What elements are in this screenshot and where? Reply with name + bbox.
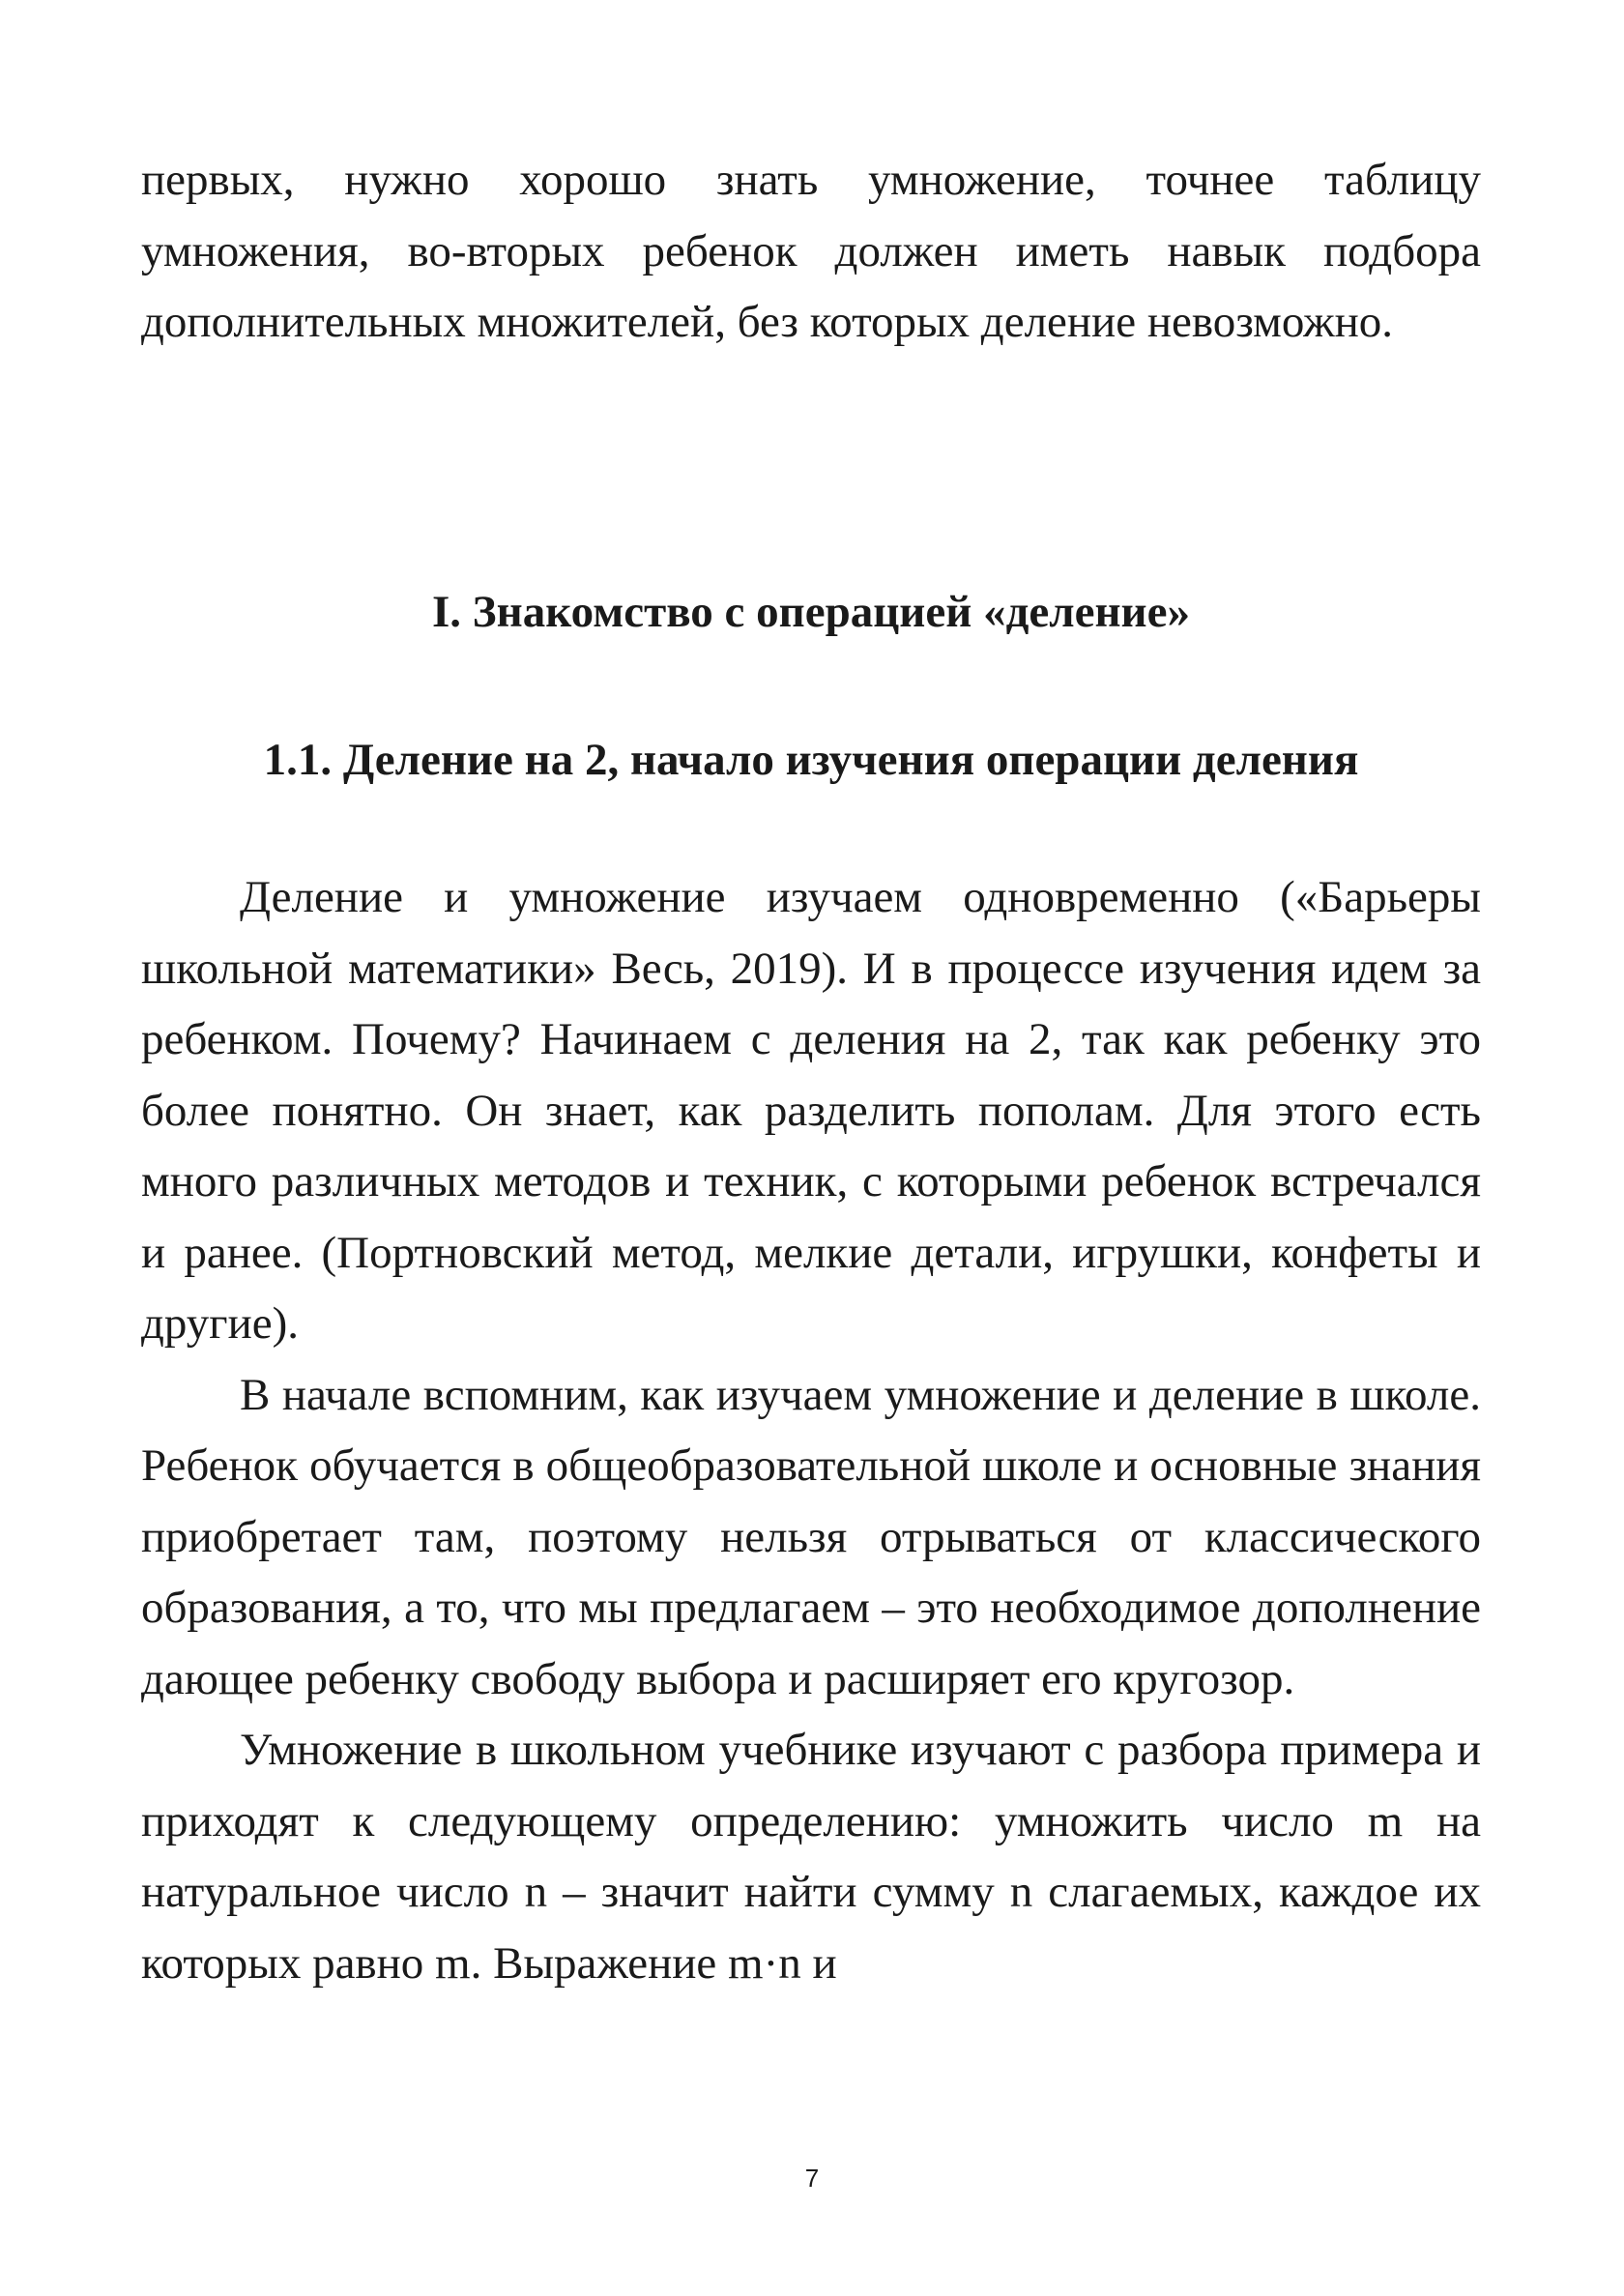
section-heading: 1.1. Деление на 2, начало изучения операции деления bbox=[263, 735, 1359, 785]
body-paragraph-3: Умножение в школьном учебнике изучают с разбора примера и приходят к следующему определению: умножить число m на натуральное число n – значит найти сумму n слагаемых, каждое их которых равно m. Выражение m·n и bbox=[141, 1725, 1481, 1989]
page-number: 7 bbox=[804, 2164, 820, 2193]
body-paragraph-1: Деление и умножение изучаем одновременно («Барьеры школьной математики» Весь, 2019). И в процессе изучения идем за ребенком. Почему? Начинаем с деления на 2, так как ребенку это более понятно. Он знает, как разделить пополам. Для этого есть много различных методов и техник, с которыми ребенок встречался и ранее. (Портновский метод, мелкие детали, игрушки, конфеты и другие). bbox=[141, 872, 1481, 1349]
body-text bbox=[141, 862, 1481, 1999]
chapter-heading: I. Знакомство с операцией «деление» bbox=[432, 587, 1190, 637]
body-paragraph-2: В начале вспомним, как изучаем умножение и деление в школе. Ребенок обучается в общеобразовательной школе и основные знания приобретает там, поэтому нельзя отрываться от классического образования, а то, что мы предлагаем – это необходимое дополнение дающее ребенку свободу выбора и расширяет его кругозор. bbox=[141, 1369, 1481, 1704]
intro-continuation-paragraph: первых, нужно хорошо знать умножение, точнее таблицу умножения, во-вторых ребенок должен иметь навык подбора дополнительных множителей, без которых деление невозможно. bbox=[141, 155, 1481, 347]
